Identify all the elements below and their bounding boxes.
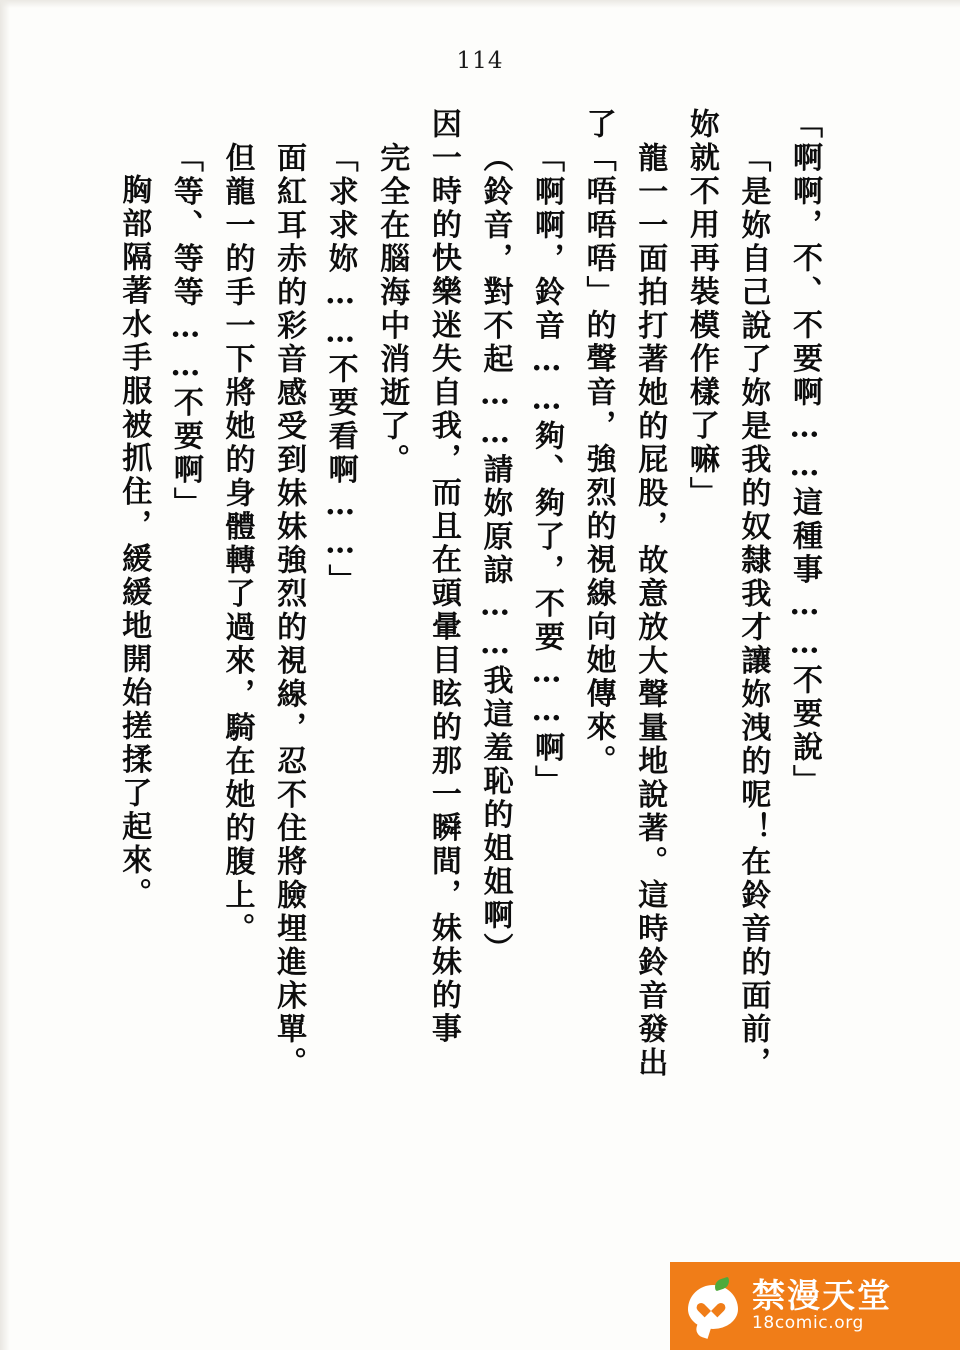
text-column: 因一時的快樂迷失自我，而且在頭暈目眩的那一瞬間，妹妹的事 (425, 108, 461, 1046)
text-column: 「啊啊，鈴音……夠、夠了，不要……啊」 (529, 142, 565, 799)
text-column: （鈴音，對不起……請妳原諒……我這羞恥的姐姐啊） (477, 142, 513, 966)
text-column: 龍一一面拍打著她的屁股，故意放大聲量地說著。這時鈴音發出 (632, 142, 668, 1080)
text-column: 「是妳自己說了妳是我的奴隸我才讓妳洩的呢！在鈴音的面前， (735, 142, 771, 1080)
text-column: 「啊啊，不、不要啊……這種事……不要說」 (787, 108, 822, 798)
text-column: 完全在腦海中消逝了。 (374, 142, 410, 477)
text-column: 「求求妳……不要看啊……」 (322, 142, 358, 598)
watermark-text (752, 1275, 892, 1334)
scan-edge-left (0, 0, 10, 1350)
watermark-badge[interactable] (670, 1262, 960, 1350)
text-column: 面紅耳赤的彩音感受到妹妹強烈的視線，忍不住將臉埋進床單。 (271, 142, 307, 1080)
vertical-text-body (116, 108, 830, 1218)
text-column: 妳就不用再裝模作樣了嘛」 (683, 108, 719, 510)
watermark-url[interactable]: 18comic.org (752, 1313, 864, 1334)
watermark-title: 禁漫天堂 (752, 1275, 892, 1315)
text-column: 了「唔唔唔」的聲音，強烈的視線向她傳來。 (580, 108, 616, 778)
text-column: 但龍一的手一下將她的身體轉了過來，騎在她的腹上。 (219, 142, 255, 946)
page-number: 114 (456, 48, 504, 74)
scan-edge-top (0, 0, 960, 8)
text-column: 「等、等等……不要啊」 (167, 142, 203, 521)
text-column: 胸部隔著水手服被抓住，緩緩地開始搓揉了起來。 (116, 174, 152, 911)
orange-heart-logo-icon (684, 1277, 742, 1335)
